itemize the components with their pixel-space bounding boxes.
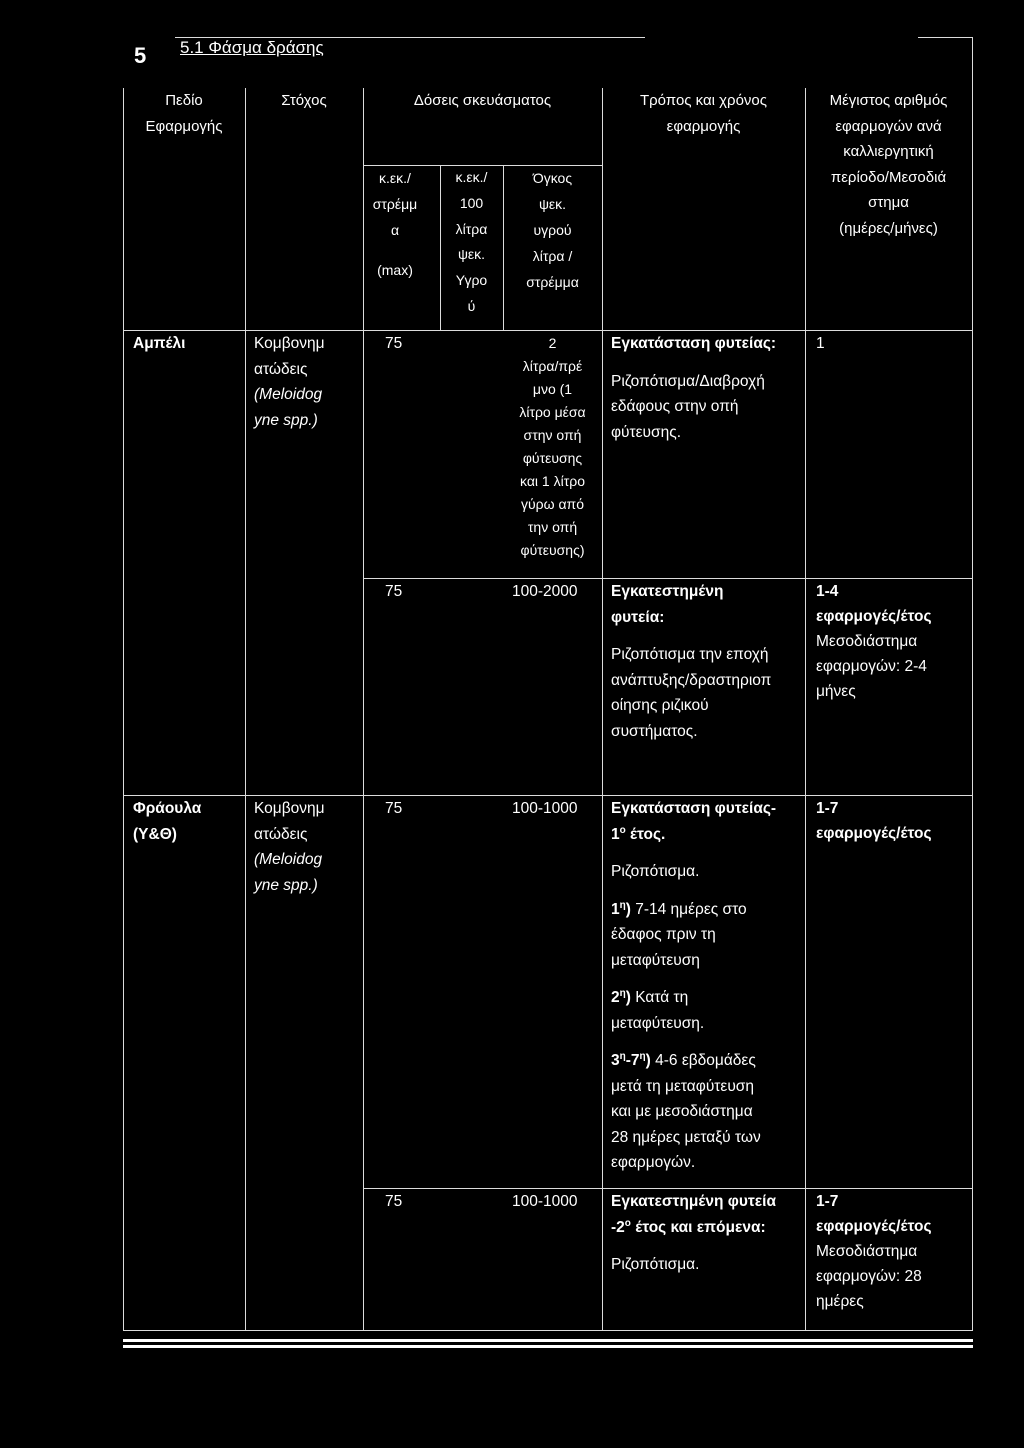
cell-text: (Meloidog	[254, 386, 323, 403]
cell-text: Μεσοδιάστημα	[816, 1243, 918, 1260]
cell-text: 7-14 ημέρες στο	[635, 900, 747, 918]
cell-text: 28 ημέρες μεταξύ των	[611, 1128, 761, 1146]
method-heading: φυτεία:	[611, 608, 665, 626]
method-cell	[611, 579, 771, 744]
subheader-text: 100	[459, 194, 484, 211]
section-number: 5	[134, 43, 147, 68]
subheader-text: κ.εκ./	[379, 170, 411, 186]
year-rest: έτος.	[625, 825, 666, 843]
cell-text: Κομβονημ	[254, 335, 325, 352]
header-text: περίοδο/Μεσοδιά	[830, 168, 947, 186]
header-text: καλλιεργητική	[843, 143, 934, 161]
application-step	[611, 985, 776, 1036]
subheader-text: ψεκ.	[538, 196, 567, 212]
step-ordinal: η	[619, 899, 626, 911]
cell-text: Κομβονημ	[254, 800, 325, 817]
cell-text: μεταφύτευση.	[611, 1014, 705, 1032]
cell-text: λίτρο μέσα	[519, 404, 586, 420]
application-step	[611, 1048, 776, 1176]
cell-text: έδαφος πριν τη	[611, 926, 716, 943]
cell-text: μετά τη μεταφύτευση	[611, 1077, 754, 1095]
header-text: εφαρμογής	[666, 118, 741, 135]
cell-text: ημέρες	[816, 1293, 864, 1310]
cell-text: Ριζοπότισμα/Διαβροχή	[611, 372, 765, 390]
method-cell	[611, 331, 776, 445]
field-vine	[133, 331, 185, 357]
cell-text: ανάπτυξης/δραστηριοπ	[611, 671, 772, 689]
header-max-applications	[805, 88, 972, 242]
table-border	[123, 1330, 973, 1331]
field-strawberry	[133, 796, 201, 847]
dose-cell: 75	[385, 335, 403, 352]
cell-text: εδάφους στην οπή	[611, 398, 739, 415]
subheader-text: (max)	[377, 262, 413, 278]
cell-text: Ριζοπότισμα την εποχή	[611, 646, 769, 663]
cell-text: εφαρμογών: 28	[816, 1268, 922, 1285]
table-border	[602, 88, 603, 1330]
cell-text: εφαρμογές/έτος	[816, 608, 932, 625]
header-text: Μέγιστος αριθμός	[829, 92, 948, 109]
cell-text: φύτευσης)	[520, 542, 585, 558]
spray-volume-cell	[503, 332, 602, 562]
cell-text: και με μεσοδιάστημα	[611, 1103, 753, 1120]
cell-text: yne spp.)	[254, 411, 318, 429]
cell-text: yne spp.)	[254, 876, 318, 894]
step-number: 1	[611, 900, 620, 918]
table-border	[123, 88, 124, 1330]
footer-double-rule	[123, 1339, 973, 1342]
header-method	[602, 88, 805, 140]
cell-text: οίησης ριζικού	[611, 697, 709, 714]
header-doses	[363, 88, 602, 114]
spray-volume-cell: 100-1000	[512, 1193, 578, 1210]
header-text: εφαρμογών ανά	[835, 117, 942, 135]
heading-rule-right	[918, 37, 973, 38]
cell-text: και 1 λίτρο	[520, 473, 585, 489]
cell-text: (Meloidog	[254, 851, 323, 868]
header-text: (ημέρες/μήνες)	[839, 219, 938, 237]
max-applications-cell	[816, 1189, 932, 1314]
method-heading-year	[611, 1215, 776, 1241]
header-text: Στόχος	[281, 92, 327, 109]
section-title: 5.1 Φάσμα δράσης	[180, 38, 324, 57]
cell-text: φύτευσης	[522, 450, 583, 466]
cell-text: εφαρμογές/έτος	[816, 825, 932, 842]
cell-text: την οπή	[527, 519, 578, 535]
target-vine	[254, 331, 325, 433]
heading-rule	[175, 37, 645, 38]
cell-text: λίτρα/πρέ	[522, 358, 583, 374]
cell-text: 1-7	[816, 800, 839, 817]
subheader-text: Όγκος	[532, 170, 573, 186]
table-border	[245, 88, 246, 1330]
cell-text: στην οπή	[523, 427, 582, 443]
spray-volume-cell: 100-1000	[512, 800, 578, 817]
subheader-text: λίτρα /	[532, 248, 573, 264]
cell-text: Αμπέλι	[133, 335, 186, 352]
step-close: )	[645, 1052, 651, 1069]
cell-text: συστήματος.	[611, 722, 698, 740]
cell-text: 4-6 εβδομάδες	[655, 1052, 756, 1069]
cell-text: (Υ&Θ)	[133, 825, 177, 843]
dose-cell: 75	[385, 800, 403, 817]
subheader-text: ύ	[467, 297, 476, 314]
cell-text: μήνες	[816, 683, 856, 700]
cell-text: Ριζοπότισμα.	[611, 863, 700, 880]
dose-cell: 75	[385, 583, 403, 600]
cell-text: Ριζοπότισμα.	[611, 1256, 700, 1273]
table-border	[123, 330, 973, 331]
subheader-dose-per-stremma	[363, 165, 427, 283]
header-target	[245, 88, 363, 114]
max-applications-cell	[816, 796, 932, 846]
year-rest: έτος και επόμενα:	[630, 1218, 766, 1236]
method-cell	[611, 1189, 776, 1278]
subheader-text: κ.εκ./	[455, 169, 488, 185]
cell-text: ατώδεις	[254, 360, 308, 378]
header-text: στημα	[868, 194, 909, 212]
header-text: Τρόπος και χρόνος	[639, 92, 767, 109]
method-heading: Εγκατάσταση φυτείας:	[611, 335, 777, 352]
subheader-text: α	[390, 222, 400, 238]
method-heading: Εγκατεστημένη	[611, 583, 724, 600]
method-heading: Εγκατεστημένη φυτεία	[611, 1193, 776, 1210]
cell-text: μεταφύτευση	[611, 951, 700, 969]
cell-text: 2	[548, 335, 557, 351]
cell-text: ατώδεις	[254, 825, 308, 843]
table-border	[805, 88, 806, 1330]
subheader-spray-volume	[503, 165, 602, 295]
subheader-text: υγρού	[533, 222, 572, 238]
cell-text: γύρω από	[521, 496, 584, 512]
cell-text: 1-4	[816, 583, 839, 600]
max-applications-cell: 1	[816, 335, 825, 352]
max-applications-cell	[816, 579, 932, 704]
subheader-text: λίτρα	[455, 220, 488, 237]
step-number: 3	[611, 1052, 620, 1069]
year-number: 1	[611, 825, 620, 843]
step-close: )	[625, 989, 631, 1006]
subheader-text: στρέμμ	[372, 196, 418, 212]
target-strawberry	[254, 796, 325, 898]
subheader-text: στρέμμα	[526, 274, 579, 290]
method-heading-year	[611, 822, 776, 848]
cell-text: Φράουλα	[133, 800, 202, 817]
step-range-to: -7	[625, 1052, 640, 1069]
spray-volume-cell: 100-2000	[512, 583, 578, 600]
step-close: )	[625, 900, 631, 918]
header-text: Εφαρμογής	[145, 118, 223, 135]
step-ordinal: η	[619, 987, 626, 999]
header-field	[123, 88, 245, 140]
cell-text: εφαρμογές/έτος	[816, 1218, 932, 1235]
subheader-dose-per-100l	[440, 165, 503, 320]
header-text: Πεδίο	[165, 92, 203, 109]
subheader-text: Υγρο	[455, 272, 488, 289]
application-step	[611, 897, 776, 974]
step-ordinal: η	[619, 1050, 626, 1062]
cell-text: μνο (1	[532, 381, 573, 397]
cell-text: Κατά τη	[635, 989, 689, 1006]
year-number: -2	[611, 1218, 625, 1236]
cell-text: εφαρμογών: 2-4	[816, 658, 927, 675]
subheader-text: ψεκ.	[457, 246, 486, 263]
method-cell	[611, 796, 776, 1176]
step-ordinal: η	[639, 1050, 646, 1062]
year-ordinal: ο	[619, 824, 626, 836]
footer-double-rule	[123, 1345, 973, 1348]
cell-text: 1-7	[816, 1193, 839, 1210]
step-number: 2	[611, 989, 620, 1006]
table-border	[972, 37, 973, 1330]
cell-text: Μεσοδιάστημα	[816, 633, 918, 650]
cell-text: φύτευσης.	[611, 423, 681, 441]
cell-text: εφαρμογών.	[611, 1154, 696, 1171]
header-text: Δόσεις σκευάσματος	[413, 92, 552, 109]
dose-cell: 75	[385, 1193, 403, 1210]
method-heading: Εγκατάσταση φυτείας-	[611, 800, 777, 817]
year-ordinal: ο	[624, 1217, 631, 1229]
